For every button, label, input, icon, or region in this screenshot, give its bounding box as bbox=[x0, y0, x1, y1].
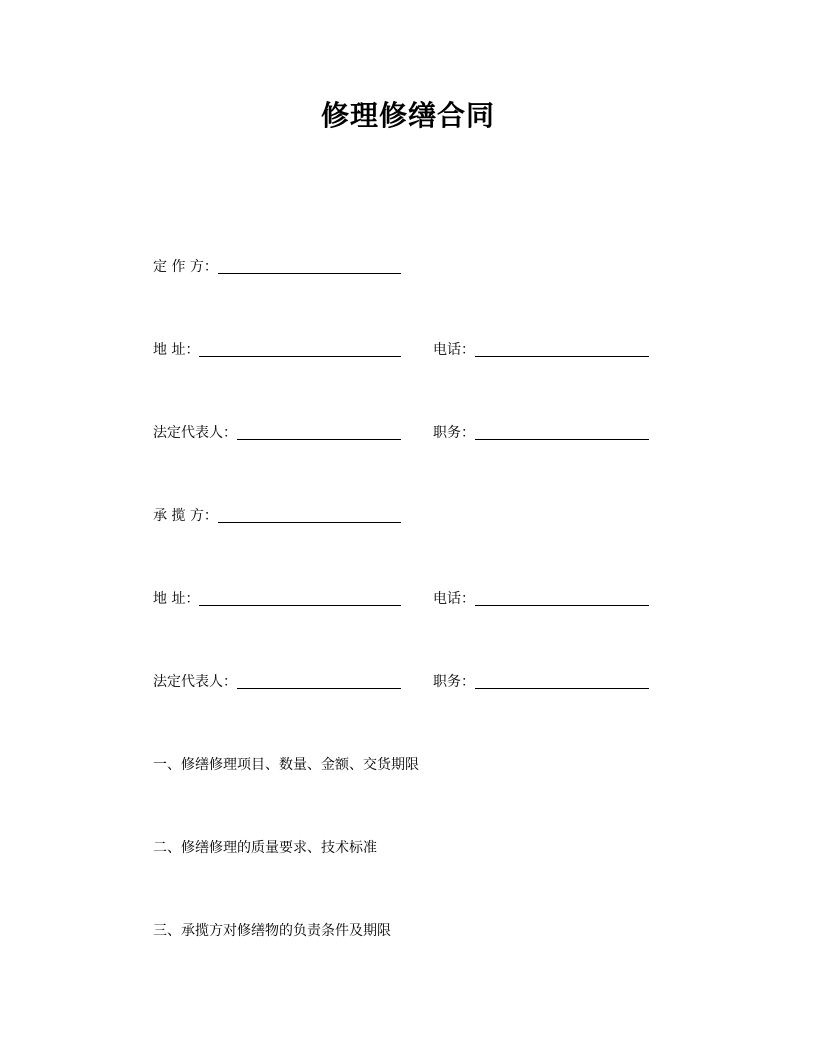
party-a-phone-label: 电话： bbox=[433, 342, 475, 358]
party-a-phone-blank[interactable] bbox=[475, 340, 649, 357]
party-b-rep-label: 法定代表人： bbox=[153, 674, 237, 690]
party-a-phone-row bbox=[433, 340, 649, 360]
party-b-rep-blank[interactable] bbox=[237, 672, 401, 689]
section-heading-1: 一、修缮修理项目、数量、金额、交货期限 bbox=[153, 757, 419, 773]
party-b-position-label: 职务： bbox=[433, 674, 475, 690]
party-b-address-blank[interactable] bbox=[199, 589, 401, 606]
party-b-phone-row bbox=[433, 589, 649, 609]
party-a-label: 定 作 方： bbox=[153, 259, 218, 275]
party-b-blank[interactable] bbox=[218, 506, 401, 523]
party-a-position-row bbox=[433, 423, 649, 443]
party-b-position-blank[interactable] bbox=[475, 672, 649, 689]
party-b-label: 承 揽 方： bbox=[153, 508, 218, 524]
party-a-rep-label: 法定代表人： bbox=[153, 425, 237, 441]
party-a-address-blank[interactable] bbox=[199, 340, 401, 357]
party-b-address-label: 地 址： bbox=[153, 591, 200, 607]
party-a-position-label: 职务： bbox=[433, 425, 475, 441]
party-a-rep-row bbox=[153, 423, 401, 443]
party-b-row bbox=[153, 506, 401, 526]
party-a-address-label: 地 址： bbox=[153, 342, 200, 358]
party-a-blank[interactable] bbox=[218, 257, 401, 274]
party-a-address-row bbox=[153, 340, 401, 360]
section-heading-2: 二、修缮修理的质量要求、技术标准 bbox=[153, 840, 377, 856]
section-heading-3: 三、承揽方对修缮物的负责条件及期限 bbox=[153, 923, 391, 939]
party-b-address-row bbox=[153, 589, 401, 609]
party-a-row bbox=[153, 257, 401, 277]
party-b-position-row bbox=[433, 672, 649, 692]
party-b-rep-row bbox=[153, 672, 401, 692]
party-a-rep-blank[interactable] bbox=[237, 423, 401, 440]
party-b-phone-blank[interactable] bbox=[475, 589, 649, 606]
party-a-position-blank[interactable] bbox=[475, 423, 649, 440]
party-b-phone-label: 电话： bbox=[433, 591, 475, 607]
document-title: 修理修缮合同 bbox=[320, 99, 495, 132]
